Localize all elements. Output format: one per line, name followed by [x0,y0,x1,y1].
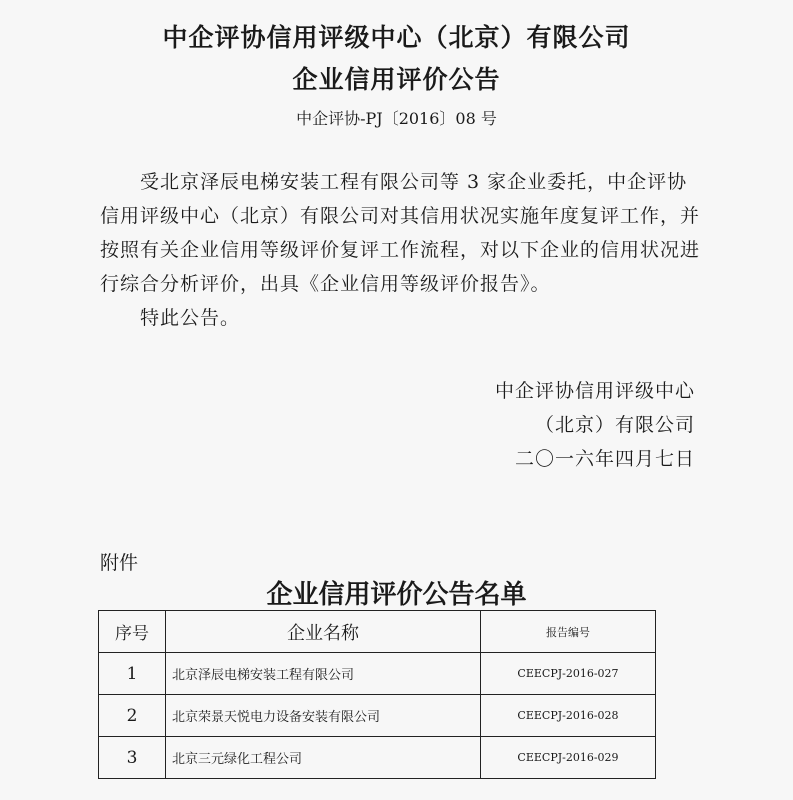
table-header-row [99,611,656,653]
row-report: CEECPJ-2016-029 [481,737,656,779]
signature-org-line2: （北京）有限公司 [534,414,695,436]
row-name: 北京三元绿化工程公司 [166,737,481,779]
signature-date: 二〇一六年四月七日 [514,448,695,470]
body-closing: 特此公告。 [140,307,241,329]
header-name: 企业名称 [166,611,481,653]
header-no: 序号 [99,611,166,653]
row-name: 北京泽辰电梯安装工程有限公司 [166,653,481,695]
list-title: 企业信用评价公告名单 [266,580,527,610]
row-no: 1 [99,653,166,695]
signature-org-line1: 中企评协信用评级中心 [494,380,695,402]
row-no: 3 [99,737,166,779]
document-subtitle: 企业信用评价公告 [292,65,501,94]
table-row [99,653,656,695]
company-table [98,610,656,779]
attachment-label: 附件 [100,552,139,574]
table-row [99,695,656,737]
document-title: 中企评协信用评级中心（北京）有限公司 [162,23,631,52]
body-paragraph: 受北京泽辰电梯安装工程有限公司等 3 家企业委托，中企评协信用评级中心（北京）有限公司对其信用状况实施年度复评工作，并按照有关企业信用等级评价复评工作流程，对以下企业的信用状况进行综合分析评价，出具《企业信用等级评价报告》。 [100,171,701,295]
header-report: 报告编号 [481,611,656,653]
row-report: CEECPJ-2016-027 [481,653,656,695]
row-name: 北京荣景天悦电力设备安装有限公司 [166,695,481,737]
row-report: CEECPJ-2016-028 [481,695,656,737]
announcement-body [100,165,700,335]
table-row [99,737,656,779]
row-no: 2 [99,695,166,737]
document-number: 中企评协-PJ〔2016〕08 号 [296,109,497,128]
